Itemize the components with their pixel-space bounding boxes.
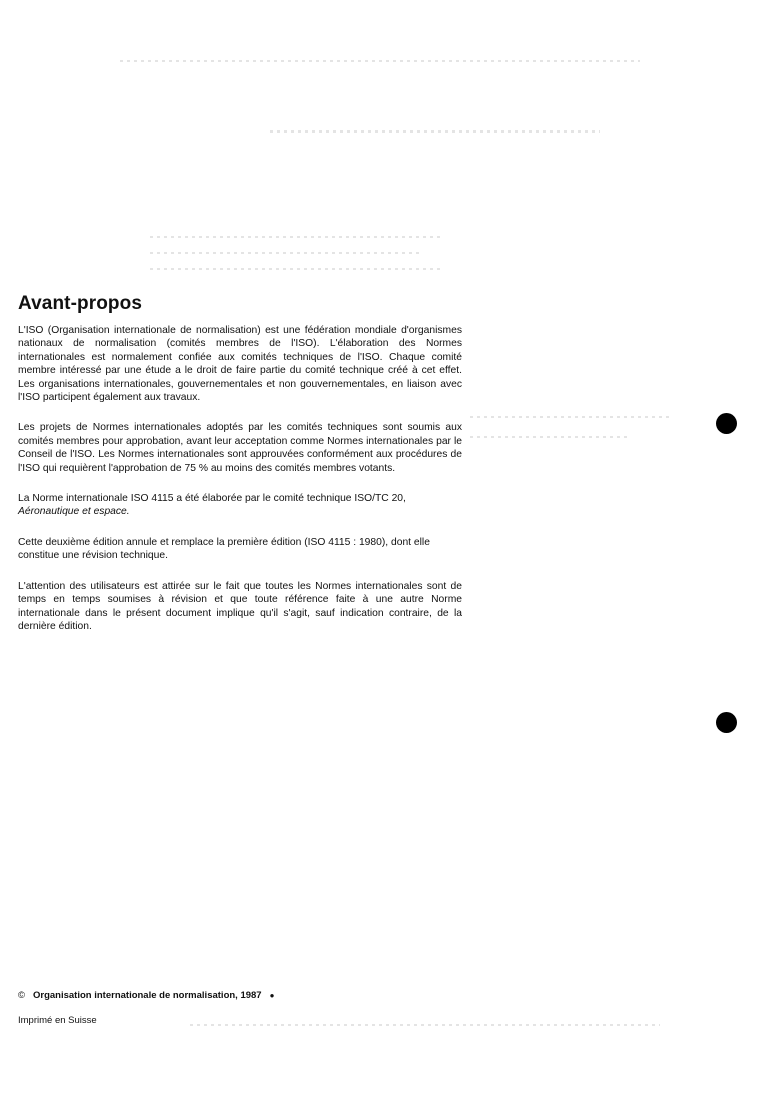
paragraph-iso-intro: L'ISO (Organisation internationale de normalisation) est une fédération mondiale d'organismes nationaux de normalisation (comités membres de l'ISO). L'élaboration des Normes internationales est normalement confiée aux comités techniques de l'ISO. Chaque comité membre intéressé par une étude a le droit de faire partie du comité technique créé à cet effet. Les organisations internationales, gouvernementales et non gouvernementales, en liaison avec l'ISO participent également aux travaux. [18, 325, 462, 404]
committee-name: Aéronautique et espace. [18, 506, 130, 518]
paragraph-edition: Cette deuxième édition annule et remplace la première édition (ISO 4115 : 1980), dont elle constitue une révision technique. [18, 536, 430, 562]
copyright-line [18, 990, 274, 1001]
printed-in-text: Imprimé en Suisse [18, 1015, 97, 1026]
bleed-through-line [470, 416, 670, 418]
bleed-through-line [150, 252, 420, 254]
paragraph-approval: Les projets de Normes internationales adoptés par les comités techniques sont soumis aux comités membres pour approbation, avant leur acceptation comme Normes internationales par le Conseil de l'ISO. Les Normes internationales sont approuvées conformément aux procédures de l'ISO qui requièrent l'approbation de 75 % au moins des comités membres votants. [18, 422, 462, 474]
committee-text: La Norme internationale ISO 4115 a été élaborée par le comité technique ISO/TC 20, [18, 493, 406, 505]
bleed-through-line [150, 236, 440, 238]
punch-hole-icon [716, 413, 737, 434]
punch-hole-icon [716, 712, 737, 733]
foreword-body [18, 324, 462, 646]
copyright-text: Organisation internationale de normalisation, 1987 [33, 990, 262, 1001]
page-title: Avant-propos [18, 293, 142, 314]
bleed-through-line [150, 268, 440, 270]
bullet-icon: ● [269, 991, 275, 1000]
paragraph-revision-notice: L'attention des utilisateurs est attirée sur le fait que toutes les Normes internationales sont de temps en temps soumises à révision et que toute référence faite à une autre Norme internationale dans le présent document implique qu'il s'agit, sauf indication contraire, de la dernière édition. [18, 580, 462, 632]
paragraph-committee [18, 492, 462, 519]
bleed-through-line [270, 130, 600, 133]
copyright-icon: © [18, 990, 25, 1001]
bleed-through-line [190, 1024, 660, 1026]
bleed-through-line [120, 60, 640, 62]
bleed-through-line [470, 436, 630, 438]
